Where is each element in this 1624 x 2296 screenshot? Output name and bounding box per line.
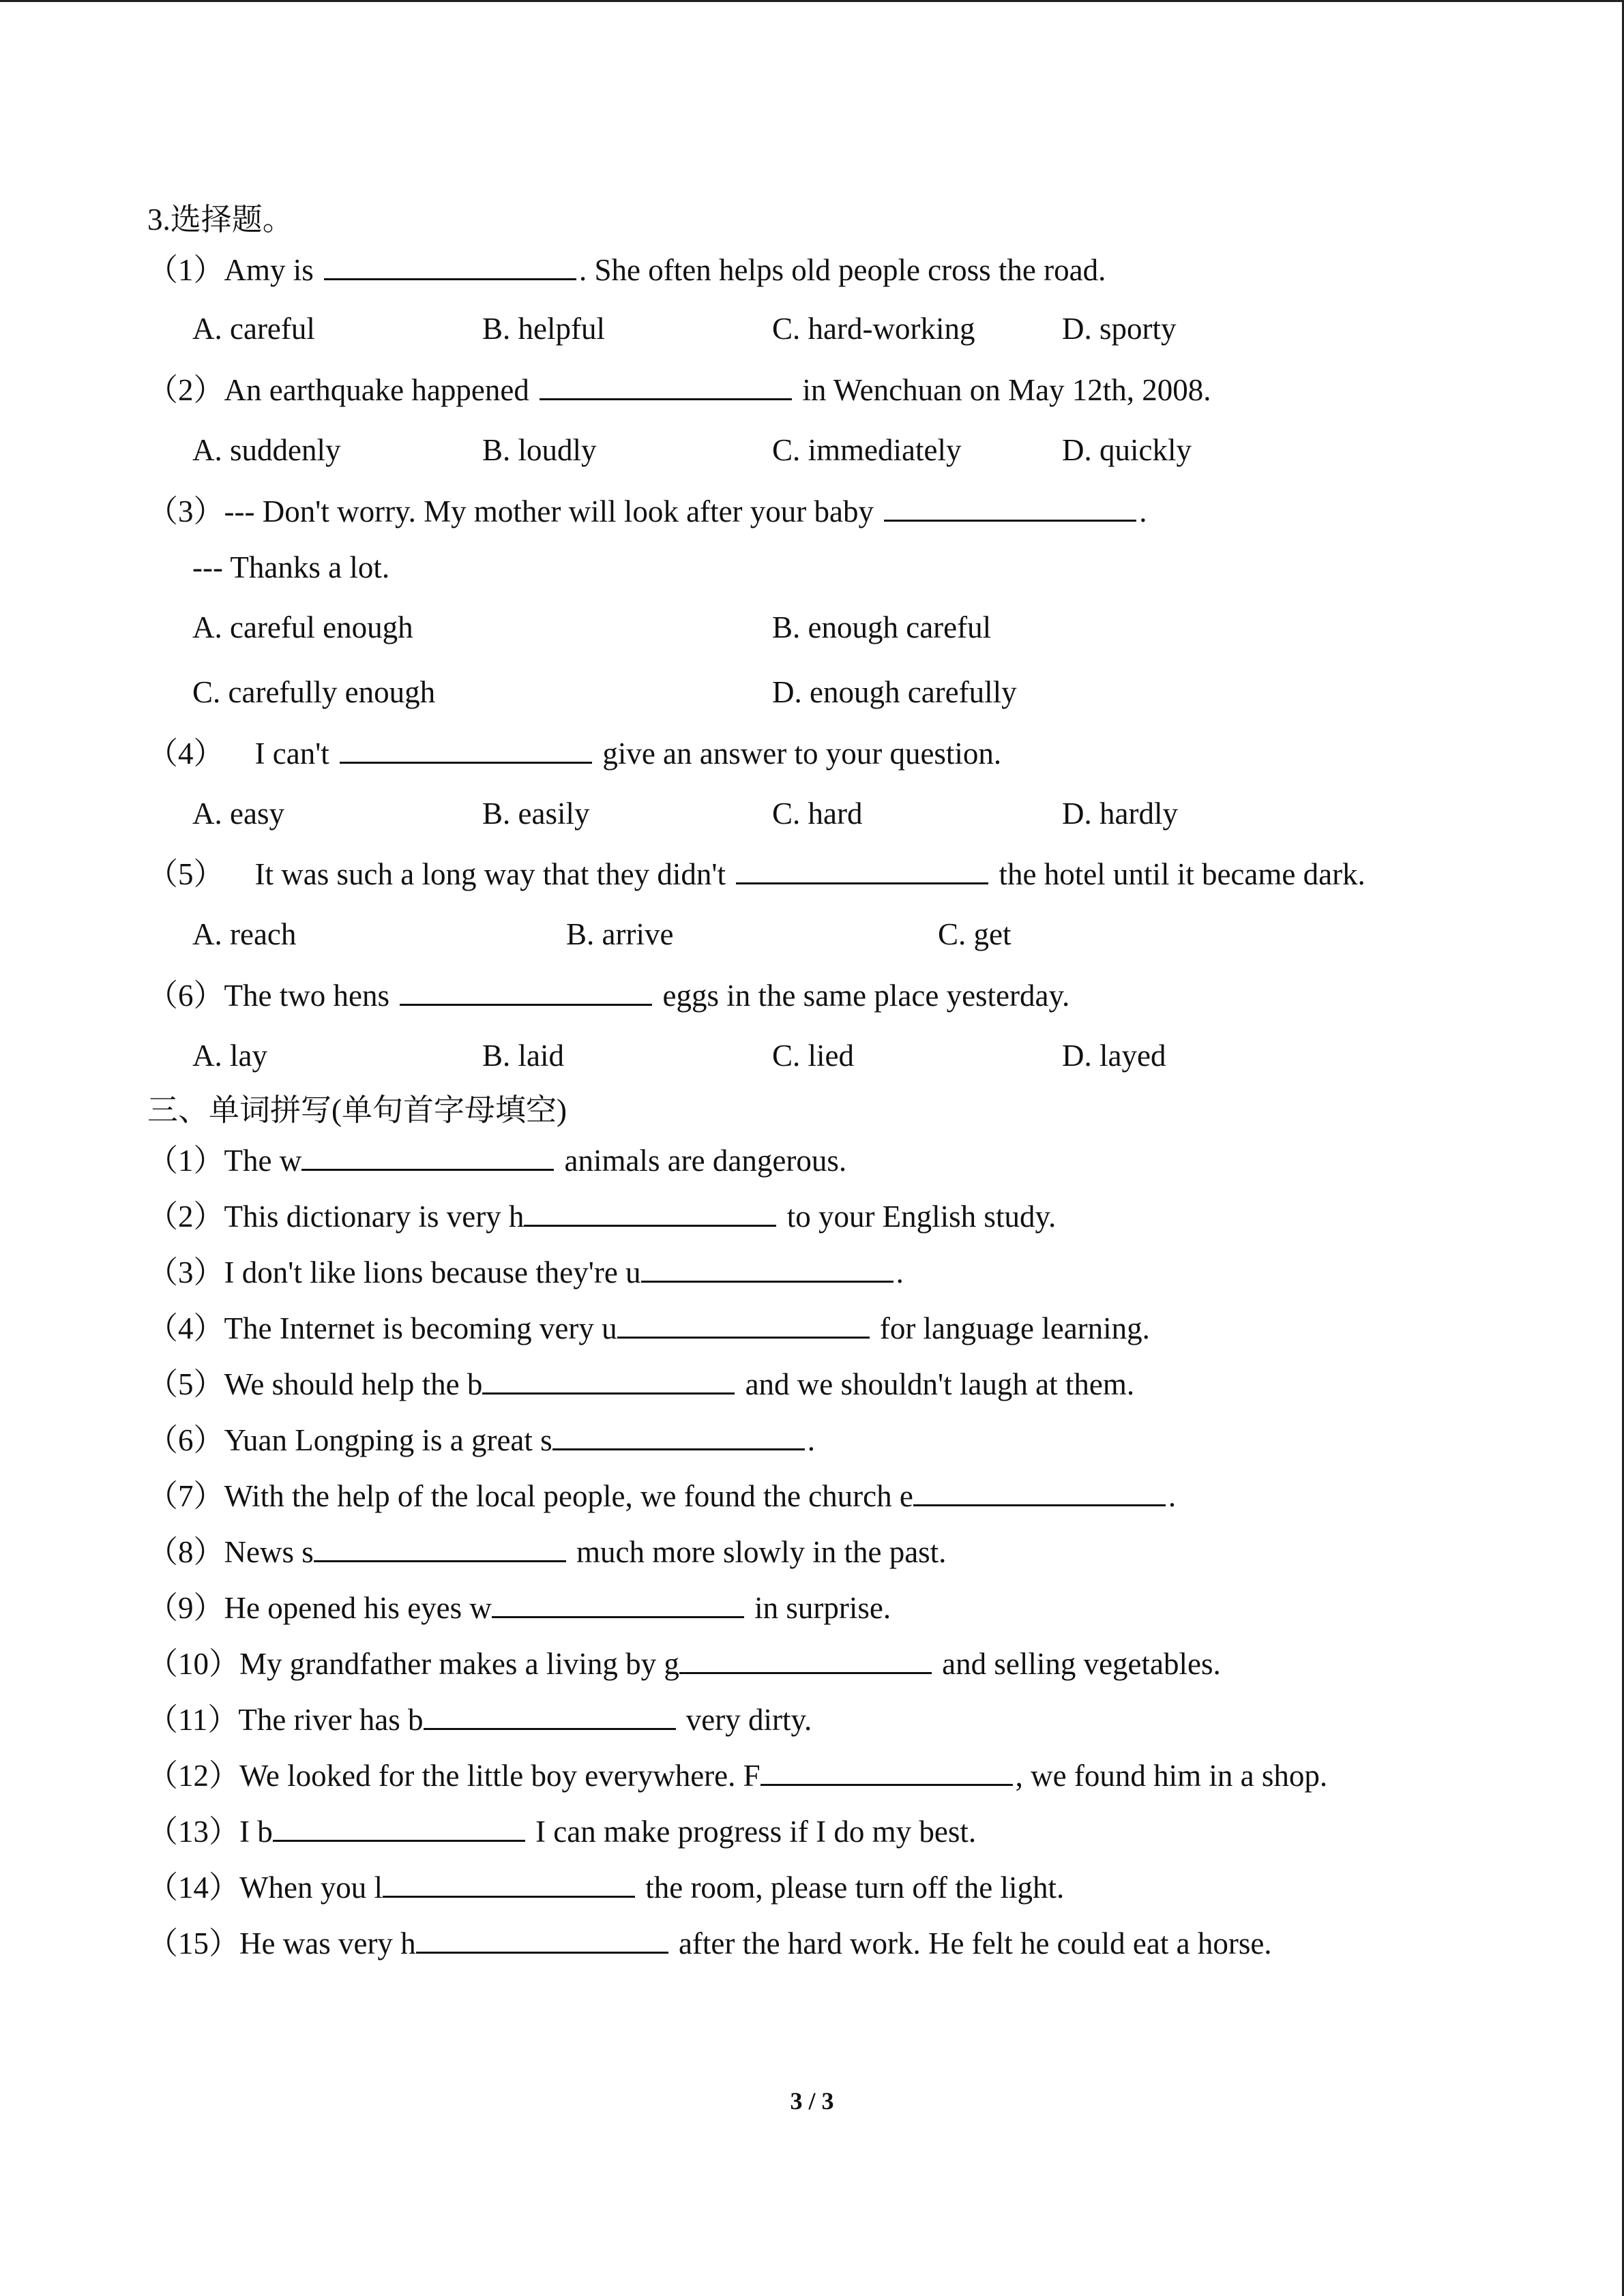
mc-2-option-c[interactable]: C. immediately [772, 433, 962, 467]
spelling-item-15 [147, 1923, 1272, 1964]
mc-5-option-c[interactable]: C. get [938, 917, 1012, 951]
spelling-item-5 [147, 1364, 1134, 1405]
question-text-after: . [1139, 494, 1147, 528]
item-number: （13） [147, 1815, 240, 1849]
spelling-item-2 [147, 1196, 1056, 1237]
mc-4-option-b[interactable]: B. easily [482, 796, 590, 831]
item-number: （3） [147, 1255, 224, 1289]
item-text-before: The Internet is becoming very u [224, 1311, 617, 1345]
answer-blank[interactable] [913, 1477, 1166, 1506]
answer-blank[interactable] [416, 1924, 668, 1954]
mc-question-1 [147, 250, 1106, 290]
question-text-after: the hotel until it became dark. [991, 857, 1365, 891]
question-text-before: An earthquake happened [224, 373, 537, 407]
answer-blank[interactable] [679, 1645, 932, 1674]
item-number: （6） [147, 1423, 224, 1457]
item-text-after: and we shouldn't laugh at them. [737, 1367, 1135, 1401]
question-number: （6） [147, 979, 224, 1013]
question-number: （5） [147, 857, 224, 891]
answer-blank[interactable] [340, 734, 592, 764]
mc-1-option-b[interactable]: B. helpful [482, 312, 605, 346]
question-text-after: eggs in the same place yesterday. [655, 979, 1070, 1013]
mc-2-option-b[interactable]: B. loudly [482, 433, 597, 467]
mc-2-option-d[interactable]: D. quickly [1062, 433, 1192, 467]
item-number: （9） [147, 1591, 224, 1625]
question-text-before: Amy is [224, 253, 322, 287]
item-number: （12） [147, 1759, 240, 1793]
mc-4-option-a[interactable]: A. easy [192, 796, 284, 831]
answer-blank[interactable] [314, 1533, 566, 1562]
mc-5-option-a[interactable]: A. reach [192, 917, 297, 951]
item-number: （14） [147, 1870, 240, 1905]
spelling-item-1 [147, 1140, 846, 1181]
item-text-before: Yuan Longping is a great s [224, 1423, 552, 1457]
mc-3-reply: --- Thanks a lot. [192, 550, 390, 584]
spelling-item-13 [147, 1811, 976, 1852]
mc-3-option-a[interactable]: A. careful enough [192, 610, 413, 644]
answer-blank[interactable] [424, 1701, 676, 1730]
question-number: （3） [147, 494, 224, 528]
item-text-after: I can make progress if I do my best. [527, 1815, 977, 1849]
answer-blank[interactable] [552, 1421, 805, 1450]
mc-question-5 [147, 854, 1365, 895]
item-text-before: With the help of the local people, we found the church e [224, 1479, 913, 1513]
spelling-item-4 [147, 1308, 1150, 1349]
item-text-after: , we found him in a shop. [1015, 1759, 1328, 1793]
item-number: （7） [147, 1479, 224, 1513]
question-text-before: --- Don't worry. My mother will look after your baby [224, 494, 882, 528]
answer-blank[interactable] [400, 976, 652, 1006]
answer-blank[interactable] [383, 1868, 635, 1898]
item-text-after: to your English study. [779, 1199, 1057, 1234]
answer-blank[interactable] [482, 1365, 735, 1395]
item-text-before: The river has b [238, 1703, 424, 1737]
item-text-after: very dirty. [678, 1703, 812, 1737]
answer-blank[interactable] [540, 371, 792, 400]
question-text-before: I can't [224, 736, 338, 771]
item-text-before: The w [224, 1144, 302, 1178]
answer-blank[interactable] [273, 1813, 525, 1842]
item-text-after: much more slowly in the past. [568, 1535, 947, 1569]
question-number: （4） [147, 736, 224, 771]
item-text-after: . [807, 1423, 815, 1457]
item-number: （8） [147, 1535, 224, 1569]
item-text-before: We should help the b [224, 1367, 483, 1401]
item-number: （11） [147, 1703, 239, 1737]
mc-6-option-b[interactable]: B. laid [482, 1039, 564, 1073]
mc-4-option-d[interactable]: D. hardly [1062, 796, 1178, 831]
item-number: （5） [147, 1367, 224, 1401]
mc-question-3 [147, 491, 1147, 532]
item-number: （2） [147, 1199, 224, 1234]
question-text-after: . She often helps old people cross the road. [579, 253, 1106, 287]
spelling-item-7 [147, 1476, 1176, 1517]
answer-blank[interactable] [641, 1253, 894, 1283]
question-text-before: It was such a long way that they didn't [224, 857, 734, 891]
answer-blank[interactable] [492, 1589, 744, 1618]
spelling-item-11 [147, 1699, 812, 1740]
question-text-before: The two hens [224, 979, 398, 1013]
spelling-item-8 [147, 1532, 946, 1572]
item-text-after: . [896, 1255, 904, 1289]
section-3-heading: 3.选择题。 [147, 203, 293, 237]
item-text-before: I b [239, 1815, 273, 1849]
question-number: （1） [147, 253, 224, 287]
item-text-after: the room, please turn off the light. [637, 1870, 1065, 1905]
item-text-before: We looked for the little boy everywhere. F [239, 1759, 761, 1793]
mc-question-6 [147, 975, 1069, 1016]
spelling-item-14 [147, 1867, 1064, 1908]
mc-1-option-c[interactable]: C. hard-working [772, 312, 975, 346]
mc-3-option-c[interactable]: C. carefully enough [192, 675, 436, 709]
item-text-before: My grandfather makes a living by g [239, 1647, 679, 1681]
answer-blank[interactable] [301, 1142, 554, 1171]
mc-question-2 [147, 370, 1211, 411]
item-number: （10） [147, 1647, 240, 1681]
mc-1-option-a[interactable]: A. careful [192, 312, 315, 346]
question-number: （2） [147, 373, 224, 407]
item-text-before: This dictionary is very h [224, 1199, 525, 1234]
mc-3-option-d[interactable]: D. enough carefully [772, 675, 1017, 709]
spelling-item-3 [147, 1252, 904, 1293]
answer-blank[interactable] [324, 251, 576, 280]
mc-2-option-a[interactable]: A. suddenly [192, 433, 341, 467]
item-text-before: He opened his eyes w [224, 1591, 492, 1625]
item-number: （1） [147, 1144, 224, 1178]
item-text-after: after the hard work. He felt he could eat a horse. [670, 1926, 1272, 1960]
item-text-before: I don't like lions because they're u [224, 1255, 641, 1289]
answer-blank[interactable] [761, 1757, 1013, 1786]
answer-blank[interactable] [617, 1309, 870, 1339]
question-text-after: give an answer to your question. [595, 736, 1002, 771]
item-text-after: animals are dangerous. [557, 1144, 847, 1178]
answer-blank[interactable] [736, 855, 988, 884]
item-text-after: for language learning. [872, 1311, 1150, 1345]
question-text-after: in Wenchuan on May 12th, 2008. [795, 373, 1211, 407]
spelling-item-6 [147, 1420, 815, 1461]
mc-1-option-d[interactable]: D. sporty [1062, 312, 1177, 346]
mc-4-option-c[interactable]: C. hard [772, 796, 863, 831]
mc-6-option-a[interactable]: A. lay [192, 1039, 267, 1073]
mc-question-4 [147, 733, 1001, 774]
mc-6-option-c[interactable]: C. lied [772, 1039, 854, 1073]
item-text-before: When you l [239, 1870, 383, 1905]
mc-6-option-d[interactable]: D. layed [1062, 1039, 1166, 1073]
spelling-item-10 [147, 1643, 1221, 1684]
mc-3-option-b[interactable]: B. enough careful [772, 610, 992, 644]
item-number: （4） [147, 1311, 224, 1345]
item-text-before: News s [224, 1535, 314, 1569]
spelling-section-heading: 三、单词拼写(单句首字母填空) [147, 1093, 567, 1127]
item-text-after: and selling vegetables. [934, 1647, 1221, 1681]
item-text-after: . [1168, 1479, 1177, 1513]
mc-5-option-b[interactable]: B. arrive [566, 917, 674, 951]
item-number: （15） [147, 1926, 240, 1960]
item-text-before: He was very h [239, 1926, 416, 1960]
spelling-item-12 [147, 1755, 1327, 1796]
spelling-item-9 [147, 1587, 891, 1628]
item-text-after: in surprise. [746, 1591, 891, 1625]
answer-blank[interactable] [884, 492, 1136, 522]
answer-blank[interactable] [524, 1197, 776, 1227]
page-number: 3 / 3 [790, 2087, 834, 2115]
